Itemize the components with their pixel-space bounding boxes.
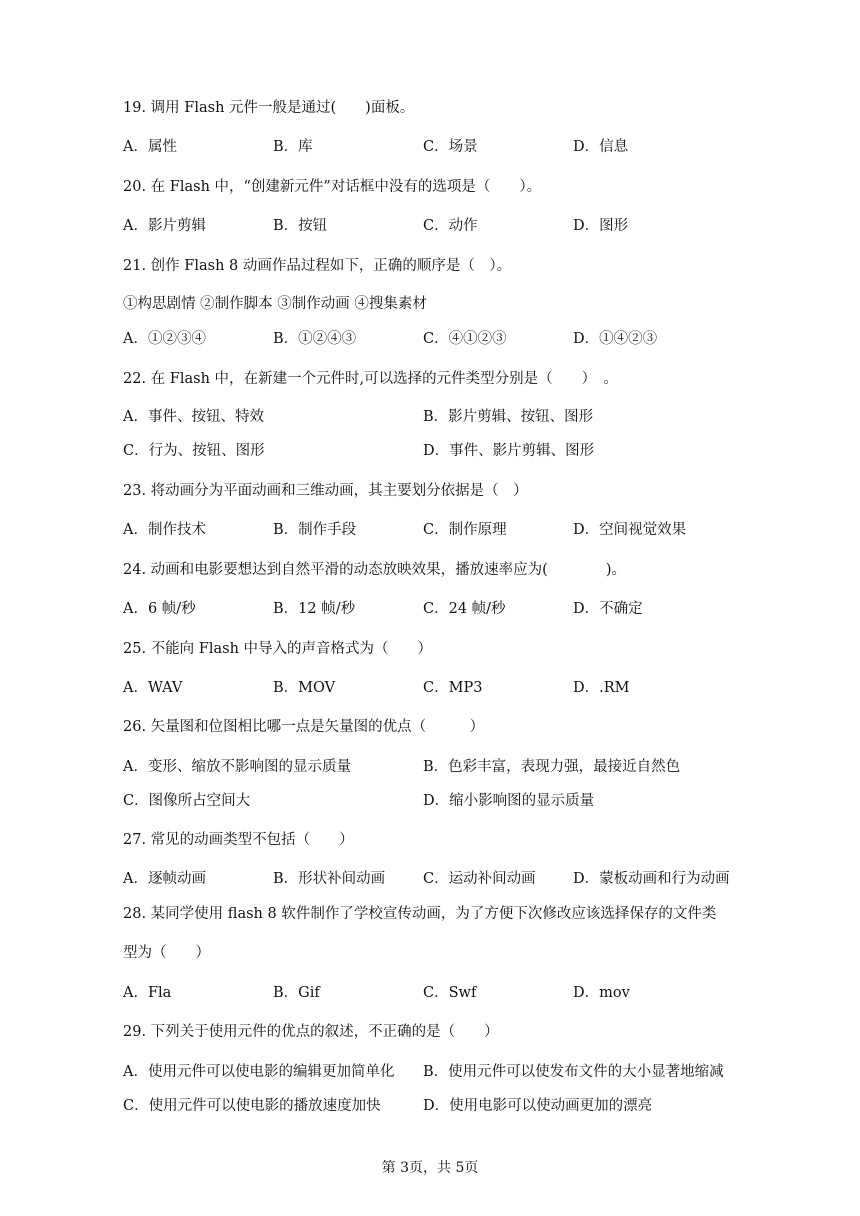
- q25-option-d: D．.RM: [573, 680, 630, 696]
- question-28-stem: 28. 某同学使用 flash 8 软件制作了学校宣传动画，为了方便下次修改应该选择保存的文件类: [123, 906, 717, 922]
- q19-option-d: D．信息: [573, 139, 629, 155]
- q25-option-b: B．MOV: [273, 680, 336, 696]
- q26-option-b: B．色彩丰富，表现力强，最接近自然色: [423, 759, 681, 775]
- q24-option-d: D．不确定: [573, 601, 643, 617]
- question-21-stem: 21. 创作 Flash 8 动画作品过程如下，正确的顺序是（ ）。: [123, 258, 512, 274]
- page-footer: 第 3页，共 5页: [381, 1160, 479, 1176]
- q29-option-d: D．使用电影可以使动画更加的漂亮: [423, 1098, 653, 1114]
- question-28-stem-continued: 型为（ ）: [123, 945, 210, 961]
- q21-option-c: C．④①②③: [423, 331, 507, 347]
- q22-option-c: C．行为、按钮、图形: [123, 443, 265, 459]
- q27-option-c: C．运动补间动画: [423, 871, 536, 887]
- q19-option-b: B．库: [273, 139, 313, 155]
- q21-option-d: D．①④②③: [573, 331, 658, 347]
- question-20-stem: 20. 在 Flash 中，“创建新元件”对话框中没有的选项是（ ）。: [123, 179, 542, 195]
- q20-option-d: D．图形: [573, 218, 629, 234]
- q27-option-b: B．形状补间动画: [273, 871, 386, 887]
- q24-option-c: C．24 帧/秒: [423, 601, 506, 617]
- q20-option-a: A．影片剪辑: [123, 218, 206, 234]
- q19-option-a: A．属性: [123, 139, 177, 155]
- q19-option-c: C．场景: [423, 139, 478, 155]
- q28-option-b: B．Gif: [273, 985, 320, 1001]
- question-22-stem: 22. 在 Flash 中，在新建一个元件时,可以选择的元件类型分别是（ ） 。: [123, 371, 618, 387]
- q26-option-c: C．图像所占空间大: [123, 793, 251, 809]
- question-29-stem: 29. 下列关于使用元件的优点的叙述，不正确的是（ ）: [123, 1024, 499, 1040]
- q24-option-b: B．12 帧/秒: [273, 601, 356, 617]
- q22-option-b: B．影片剪辑、按钮、图形: [423, 409, 594, 425]
- q21-option-b: B．①②④③: [273, 331, 357, 347]
- question-19-stem: 19. 调用 Flash 元件一般是通过( )面板。: [123, 100, 415, 116]
- q29-option-a: A．使用元件可以使电影的编辑更加简单化: [123, 1064, 395, 1080]
- question-24-stem: 24. 动画和电影要想达到自然平滑的动态放映效果，播放速率应为( )。: [123, 562, 626, 578]
- q25-option-a: A．WAV: [123, 680, 183, 696]
- q26-option-a: A．变形、缩放不影响图的显示质量: [123, 759, 351, 775]
- q23-option-b: B．制作手段: [273, 522, 357, 538]
- q20-option-c: C．动作: [423, 218, 478, 234]
- q26-option-d: D．缩小影响图的显示质量: [423, 793, 595, 809]
- question-23-stem: 23. 将动画分为平面动画和三维动画，其主要划分依据是（ ）: [123, 483, 528, 499]
- q23-option-a: A．制作技术: [123, 522, 206, 538]
- q24-option-a: A．6 帧/秒: [123, 601, 196, 617]
- q22-option-a: A．事件、按钮、特效: [123, 409, 264, 425]
- question-25-stem: 25. 不能向 Flash 中导入的声音格式为（ ）: [123, 641, 433, 657]
- q20-option-b: B．按钮: [273, 218, 328, 234]
- q27-option-d: D．蒙板动画和行为动画: [573, 871, 730, 887]
- q21-option-a: A．①②③④: [123, 331, 206, 347]
- question-21-note: ①构思剧情 ②制作脚本 ③制作动画 ④搜集素材: [123, 296, 427, 312]
- q23-option-c: C．制作原理: [423, 522, 507, 538]
- q23-option-d: D．空间视觉效果: [573, 522, 687, 538]
- q28-option-c: C．Swf: [423, 985, 477, 1001]
- q25-option-c: C．MP3: [423, 680, 483, 696]
- q28-option-d: D．mov: [573, 985, 630, 1001]
- q28-option-a: A．Fla: [123, 985, 172, 1001]
- q22-option-d: D．事件、影片剪辑、图形: [423, 443, 595, 459]
- q29-option-c: C．使用元件可以使电影的播放速度加快: [123, 1098, 381, 1114]
- question-27-stem: 27. 常见的动画类型不包括（ ）: [123, 832, 354, 848]
- q27-option-a: A．逐帧动画: [123, 871, 206, 887]
- question-26-stem: 26. 矢量图和位图相比哪一点是矢量图的优点（ ）: [123, 719, 485, 735]
- q29-option-b: B．使用元件可以使发布文件的大小显著地缩减: [423, 1064, 724, 1080]
